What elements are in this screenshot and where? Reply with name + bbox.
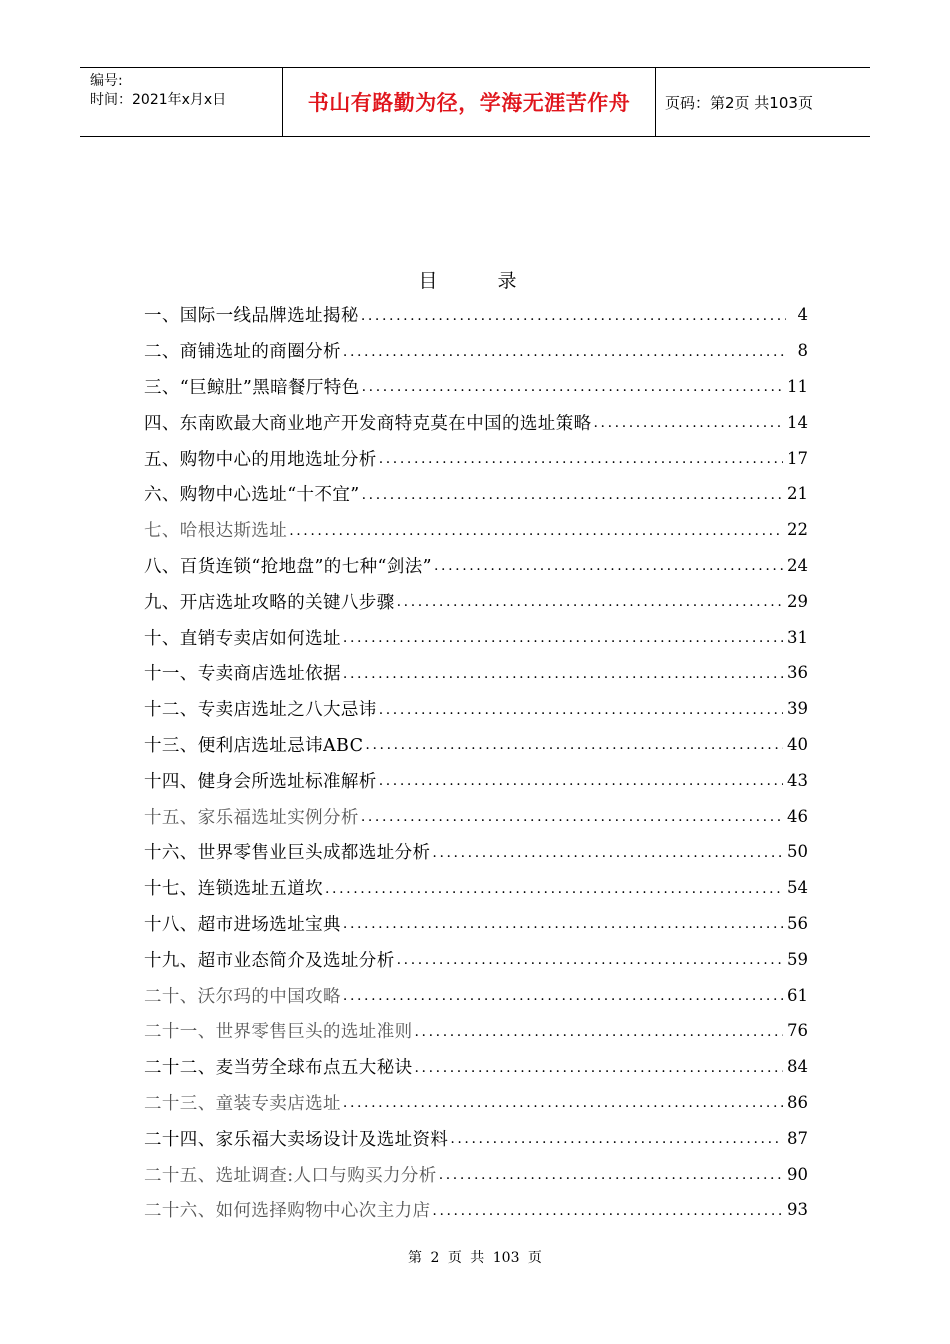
toc-dot-leader: [594, 411, 784, 433]
toc-entry-page: 36: [787, 663, 808, 683]
toc-entry[interactable]: [144, 1120, 808, 1156]
toc-entry[interactable]: [144, 798, 808, 834]
toc-entry-title: 二十二、麦当劳全球布点五大秘诀: [144, 1058, 413, 1079]
toc-entry-page: 90: [787, 1164, 808, 1184]
toc-entry-title: 五、购物中心的用地选址分析: [144, 449, 377, 470]
page-footer: 第 2 页 共 103 页: [408, 1250, 542, 1266]
toc-dot-leader: [325, 877, 783, 899]
toc-dot-leader: [343, 912, 783, 934]
toc-dot-leader: [397, 948, 783, 970]
toc-entry-page: 56: [787, 913, 808, 933]
toc-entry-page: 43: [787, 770, 808, 790]
toc-entry[interactable]: [144, 404, 808, 440]
toc-entry-title: 二、商铺选址的商圈分析: [144, 342, 341, 363]
toc-entry[interactable]: [144, 691, 808, 727]
toc-dot-leader: [362, 375, 783, 397]
toc-entry-page: 17: [787, 448, 808, 468]
table-of-contents: [144, 297, 808, 1228]
toc-entry-title: 一、国际一线品牌选址揭秘: [144, 306, 359, 327]
toc-entry-page: 31: [787, 627, 808, 647]
document-number-label: 编号:: [90, 73, 123, 89]
toc-entry-title: 十六、世界零售业巨头成都选址分析: [144, 843, 431, 864]
toc-entry-title: 十七、连锁选址五道坎: [144, 879, 323, 900]
toc-entry[interactable]: [144, 548, 808, 584]
toc-entry-page: 11: [787, 376, 808, 396]
toc-entry-page: 84: [787, 1057, 808, 1077]
toc-entry-title: 十二、专卖店选址之八大忌讳: [144, 700, 377, 721]
header-page-cell: [655, 68, 870, 136]
toc-entry-title: 七、哈根达斯选址: [144, 521, 288, 542]
toc-entry[interactable]: [144, 870, 808, 906]
toc-entry-title: 十一、专卖商店选址依据: [144, 664, 341, 685]
toc-entry-title: 九、开店选址攻略的关键八步骤: [144, 592, 395, 613]
toc-dot-leader: [361, 805, 783, 827]
toc-entry[interactable]: [144, 583, 808, 619]
toc-dot-leader: [397, 590, 783, 612]
toc-entry-page: 14: [787, 412, 808, 432]
toc-entry-title: 二十五、选址调查:人口与购买力分析: [144, 1165, 437, 1186]
toc-entry-page: 24: [787, 555, 808, 575]
toc-entry[interactable]: [144, 655, 808, 691]
toc-entry-page: 59: [787, 949, 808, 969]
toc-dot-leader: [434, 554, 783, 576]
toc-entry-title: 十九、超市业态简介及选址分析: [144, 950, 395, 971]
toc-entry-title: 二十六、如何选择购物中心次主力店: [144, 1201, 431, 1222]
toc-entry-title: 十五、家乐福选址实例分析: [144, 807, 359, 828]
toc-entry[interactable]: [144, 369, 808, 405]
toc-entry[interactable]: [144, 512, 808, 548]
toc-dot-leader: [343, 662, 783, 684]
toc-dot-leader: [379, 447, 783, 469]
toc-entry[interactable]: [144, 1085, 808, 1121]
toc-entry-title: 二十一、世界零售巨头的选址准则: [144, 1022, 413, 1043]
header-motto: 书山有路勤为径，学海无涯苦作舟: [307, 91, 631, 115]
toc-dot-leader: [361, 304, 786, 326]
header-page-number: 页码：第2页 共103页: [665, 93, 813, 112]
toc-entry-title: 二十三、童装专卖店选址: [144, 1093, 341, 1114]
toc-entry[interactable]: [144, 1192, 808, 1228]
toc-dot-leader: [432, 841, 783, 863]
toc-entry-title: 十三、便利店选址忌讳ABC: [144, 735, 364, 756]
toc-entry-page: 46: [787, 806, 808, 826]
toc-entry-page: 4: [797, 305, 808, 325]
toc-entry[interactable]: [144, 1156, 808, 1192]
toc-dot-leader: [365, 733, 783, 755]
toc-dot-leader: [379, 698, 783, 720]
toc-dot-leader: [450, 1127, 783, 1149]
toc-entry[interactable]: [144, 440, 808, 476]
toc-entry[interactable]: [144, 476, 808, 512]
toc-entry-page: 86: [787, 1092, 808, 1112]
toc-entry-page: 54: [787, 878, 808, 898]
toc-entry-page: 8: [797, 341, 808, 361]
toc-entry[interactable]: [144, 1013, 808, 1049]
toc-entry-page: 87: [787, 1128, 808, 1148]
toc-dot-leader: [289, 519, 783, 541]
toc-entry-title: 二十、沃尔玛的中国攻略: [144, 986, 341, 1007]
toc-dot-leader: [343, 1091, 783, 1113]
toc-entry[interactable]: [144, 762, 808, 798]
toc-entry-title: 二十四、家乐福大卖场设计及选址资料: [144, 1129, 449, 1150]
toc-entry[interactable]: [144, 977, 808, 1013]
toc-entry-page: 39: [787, 699, 808, 719]
toc-dot-leader: [343, 626, 783, 648]
page-header: [80, 67, 870, 137]
toc-dot-leader: [379, 769, 783, 791]
toc-entry-page: 93: [787, 1200, 808, 1220]
header-info-cell: [80, 68, 282, 136]
toc-entry[interactable]: [144, 906, 808, 942]
toc-entry-title: 六、购物中心选址“十不宜”: [144, 485, 360, 506]
toc-title: 目录: [418, 270, 577, 292]
toc-entry-page: 29: [787, 591, 808, 611]
toc-entry-title: 十八、超市进场选址宝典: [144, 914, 341, 935]
toc-entry[interactable]: [144, 333, 808, 369]
toc-entry[interactable]: [144, 619, 808, 655]
toc-entry-title: 十、直销专卖店如何选址: [144, 628, 341, 649]
toc-entry[interactable]: [144, 297, 808, 333]
toc-entry-page: 76: [787, 1021, 808, 1041]
toc-entry-title: 八、百货连锁“抢地盘”的七种“剑法”: [144, 556, 432, 577]
toc-dot-leader: [343, 340, 786, 362]
toc-entry-page: 21: [787, 484, 808, 504]
toc-entry-page: 22: [787, 520, 808, 540]
toc-dot-leader: [415, 1056, 784, 1078]
header-motto-cell: [282, 68, 656, 136]
toc-dot-leader: [362, 483, 783, 505]
toc-entry-page: 61: [787, 985, 808, 1005]
toc-entry-page: 50: [787, 842, 808, 862]
toc-dot-leader: [432, 1199, 783, 1221]
toc-entry-title: 十四、健身会所选址标准解析: [144, 771, 377, 792]
toc-dot-leader: [415, 1020, 784, 1042]
toc-entry-title: 三、“巨鲸肚”黑暗餐厅特色: [144, 377, 360, 398]
toc-dot-leader: [439, 1163, 783, 1185]
toc-dot-leader: [343, 984, 783, 1006]
toc-entry[interactable]: [144, 834, 808, 870]
document-date: 时间：2021年x月x日: [90, 92, 227, 108]
toc-entry[interactable]: [144, 727, 808, 763]
toc-entry-page: 40: [787, 734, 808, 754]
toc-entry[interactable]: [144, 1049, 808, 1085]
toc-entry[interactable]: [144, 941, 808, 977]
toc-entry-title: 四、东南欧最大商业地产开发商特克莫在中国的选址策略: [144, 413, 592, 434]
